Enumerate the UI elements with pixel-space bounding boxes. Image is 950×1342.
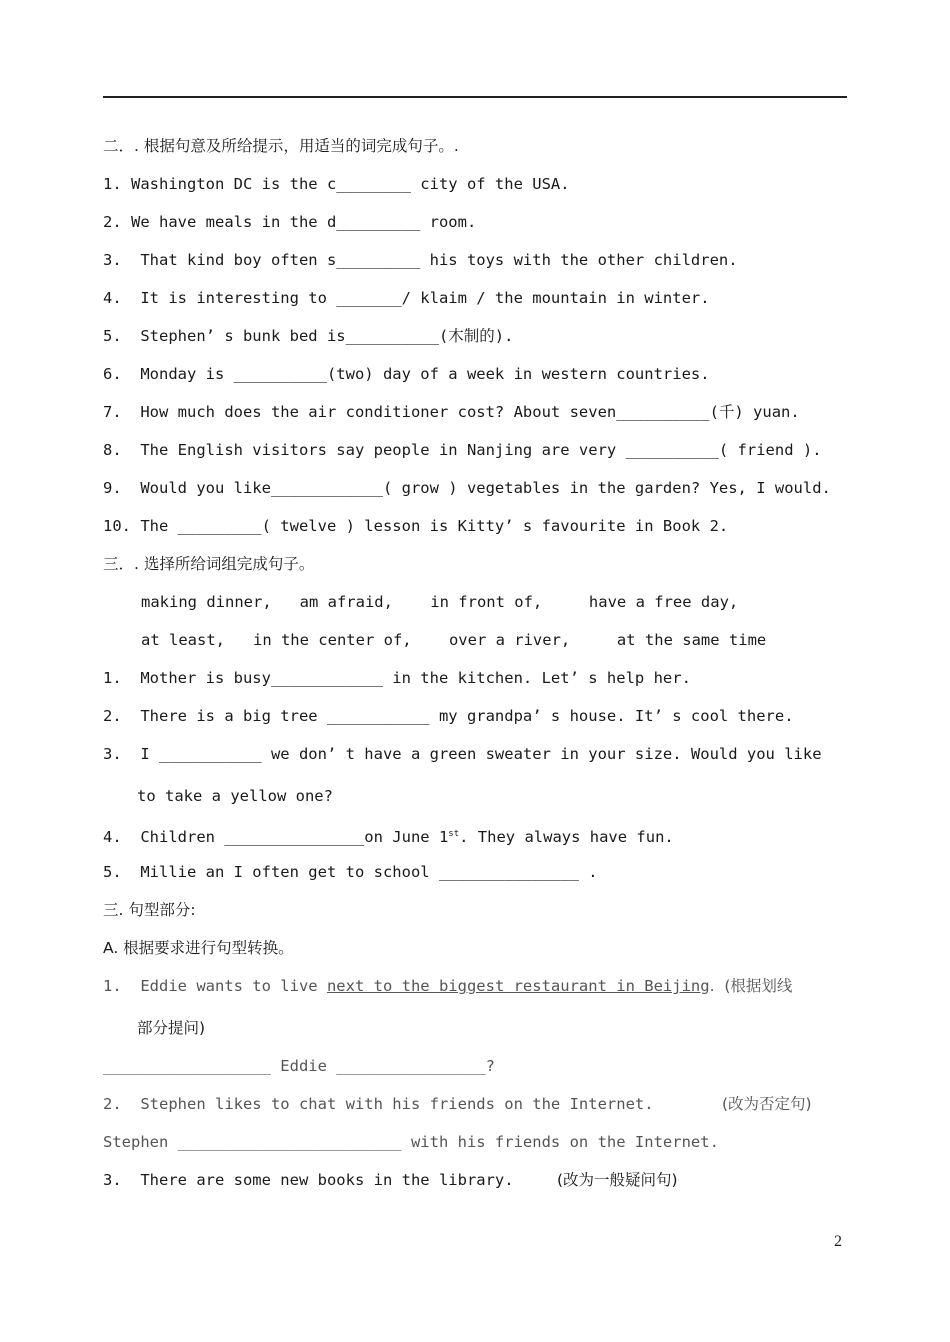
s2-item-10: 10. The _________( twelve ) lesson is Kitty’ s favourite in Book 2. xyxy=(103,517,729,535)
s2-item-8: 8. The English visitors say people in Nanjing are very __________( friend ). xyxy=(103,441,822,459)
s4-q2-note: (改为否定句) xyxy=(722,1095,812,1113)
s3-item-2: 2. There is a big tree ___________ my grandpa’ s house. It’ s cool there. xyxy=(103,707,794,725)
s3-item-5: 5. Millie an I often get to school _______________ . xyxy=(103,863,598,881)
s4-q1-cont: 部分提问) xyxy=(137,1019,206,1037)
s4-q3: 3. There are some new books in the library. xyxy=(103,1171,514,1189)
s4-q1-prefix: 1. Eddie wants to live xyxy=(103,977,327,995)
section-4-title: 三. 句型部分: xyxy=(103,901,196,919)
s2-item-6: 6. Monday is __________(two) day of a week in western countries. xyxy=(103,365,710,383)
s2-item-5: 5. Stephen’ s bunk bed is__________(木制的). xyxy=(103,327,514,345)
header-rule xyxy=(103,96,847,98)
s3-item-4-text: 4. Children _______________on June 1 xyxy=(103,828,449,847)
s3-item-1: 1. Mother is busy____________ in the kitchen. Let’ s help her. xyxy=(103,669,691,687)
s4-q1-answer: __________________ Eddie ________________? xyxy=(103,1057,495,1075)
s3-item-3: 3. I ___________ we don’ t have a green sweater in your size. Would you like xyxy=(103,745,822,763)
s4-q3-note: (改为一般疑问句) xyxy=(557,1171,678,1189)
page-number: 2 xyxy=(834,1233,842,1250)
ordinal-suffix: st xyxy=(448,829,460,839)
s2-item-3: 3. That kind boy often s_________ his toys with the other children. xyxy=(103,251,738,269)
phrase-bank-line-1: making dinner, am afraid, in front of, have a free day, xyxy=(141,593,739,611)
s3-item-3-cont: to take a yellow one? xyxy=(137,787,333,805)
s2-item-7: 7. How much does the air conditioner cost? About seven__________(千) yuan. xyxy=(103,403,800,421)
s2-item-9: 9. Would you like____________( grow ) vegetables in the garden? Yes, I would. xyxy=(103,479,831,497)
phrase-bank-line-2: at least, in the center of, over a river, at the same time xyxy=(141,631,767,649)
section-4a-subtitle: A. 根据要求进行句型转换。 xyxy=(103,939,294,957)
s2-item-4: 4. It is interesting to _______/ klaim / the mountain in winter. xyxy=(103,289,710,307)
section-3-title: 三．. 选择所给词组完成句子。 xyxy=(103,555,315,573)
s4-q2: 2. Stephen likes to chat with his friends on the Internet. xyxy=(103,1095,654,1113)
s4-q1 xyxy=(103,976,792,996)
s4-q1-suffix: . (根据划线 xyxy=(709,977,793,995)
s3-item-4-tail: . They always have fun. xyxy=(459,828,674,847)
s2-item-1: 1. Washington DC is the c________ city of the USA. xyxy=(103,175,570,193)
section-2-title: 二．. 根据句意及所给提示，用适当的词完成句子。. xyxy=(103,137,459,155)
s3-item-4 xyxy=(103,824,674,847)
s4-q1-underlined: next to the biggest restaurant in Beijing xyxy=(326,977,710,995)
s4-q2-answer: Stephen ________________________ with his friends on the Internet. xyxy=(103,1133,719,1151)
s2-item-2: 2. We have meals in the d_________ room. xyxy=(103,213,477,231)
